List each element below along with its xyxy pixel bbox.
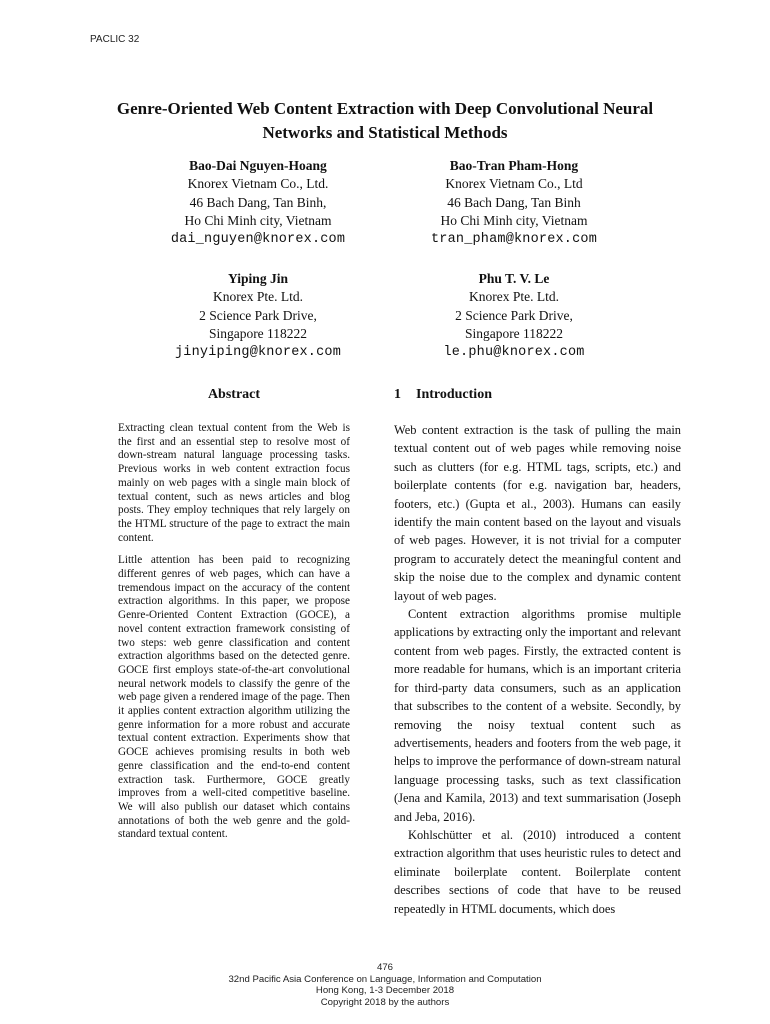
author-affiliation: Knorex Pte. Ltd. [469,289,559,305]
intro-paragraph-2: Content extraction algorithms promise multiple applications by extracting only the important and relevant content from web pages. Firstly, the extracted content is more readable for humans, which is an important criteria for third-party data consumers, such as an application that subscribes to the content of a website. Secondly, by removing the noisy textual content such as advertisements, headers and footers from the web page, it helps to improve the performance of down-stream natural language processing tasks, such as text classification (Jena and Kamila, 2013) and text summarisation (Joseph and Jeba, 2016). [394,607,681,824]
author-affiliation: Knorex Vietnam Co., Ltd [445,176,583,192]
author-block-4 [384,270,644,362]
author-email: jinyiping@knorex.com [174,344,342,360]
page-number: 476 [376,962,393,973]
section-title: Introduction [416,387,492,402]
intro-paragraph-1: Web content extraction is the task of pulling the main textual content out of web pages while removing noise such as clutters (for e.g. HTML tags, scripts, etc.) and boilerplate contents (for e.g. navigation bar, headers, footers, etc.) (Gupta et al., 2003). Humans can easily identify the main content based on the layout and visuals of web pages. However, it is not trivial for a computer program to accurately detect the meaningful content and skip the noise due to the complex and dynamic content layout of web pages. [394,423,681,603]
copyright-notice: Copyright 2018 by the authors [320,996,450,1008]
author-block-2 [384,157,644,249]
author-affiliation: Knorex Pte. Ltd. [213,289,303,305]
abstract-heading: Abstract [207,387,261,402]
author-address-line-1: 2 Science Park Drive, [455,307,573,323]
author-address-line-1: 2 Science Park Drive, [199,307,317,323]
section-number: 1 [394,387,401,402]
author-affiliation: Knorex Vietnam Co., Ltd. [187,176,329,192]
section-heading [394,386,681,404]
author-block-3 [128,270,388,362]
conference-name: 32nd Pacific Asia Conference on Language, Information and Computation [228,973,542,985]
author-address-line-2: Ho Chi Minh city, Vietnam [184,213,332,229]
author-name: Bao-Tran Pham-Hong [449,158,579,173]
author-address-line-2: Ho Chi Minh city, Vietnam [440,213,588,229]
author-email: tran_pham@knorex.com [430,231,598,247]
abstract-paragraph-2: Little attention has been paid to recognizing different genres of web pages, which can have a tremendous impact on the accuracy of the content extraction algorithms. In this paper, we propose Genre-Oriented Content Extraction (GOCE), a novel content extraction framework consisting of two steps: web genre classification and content extraction algorithms based on the detected genre. GOCE first employs state-of-the-art convolutional neural network models to classify the genre of the web page given a rendered image of the page. Then it applies content extraction algorithm utilizing the genre information for a more robust and accurate textual content extraction. Experiments show that GOCE achieves promising results in both web genre classification and the end-to-end content extraction task. Furthermore, GOCE greatly improves from a well-cited competitive baseline. We will also publish our dataset which contains annotations of both the web genre and the gold-standard textual content. [118,554,350,841]
page-footer [0,962,770,1008]
author-block-1 [128,157,388,249]
author-address-line-1: 46 Bach Dang, Tan Binh [447,194,581,210]
abstract-paragraph-1: Extracting clean textual content from the Web is the first and an essential step to resolve most of down-stream natural language processing tasks. Previous works in web content extraction focus mainly on web pages with a single main block of textual content, such as news articles and blog posts. They employ techniques that rely largely on the HTML structure of the page to extract the main content. [118,422,350,544]
abstract-section [118,386,350,851]
running-header: PACLIC 32 [90,34,140,45]
author-email: le.phu@knorex.com [443,344,585,360]
introduction-section [394,386,681,918]
author-name: Bao-Dai Nguyen-Hoang [189,158,327,173]
author-name: Yiping Jin [228,271,288,286]
author-address-line-2: Singapore 118222 [208,326,308,342]
author-name: Phu T. V. Le [478,271,550,286]
conference-location: Hong Kong, 1-3 December 2018 [315,985,455,997]
author-email: dai_nguyen@knorex.com [170,231,346,247]
author-address-line-1: 46 Bach Dang, Tan Binh, [189,194,327,210]
paper-title: Genre-Oriented Web Content Extraction with Deep Convolutional Neural Networks and Statistical Methods [116,99,654,142]
author-address-line-2: Singapore 118222 [464,326,564,342]
intro-paragraph-3: Kohlschütter et al. (2010) introduced a content extraction algorithm that uses heuristic rules to detect and eliminate boilerplate content. Boilerplate content describes sections of code that have to be reused repeatedly in HTML documents, which does [394,827,681,916]
